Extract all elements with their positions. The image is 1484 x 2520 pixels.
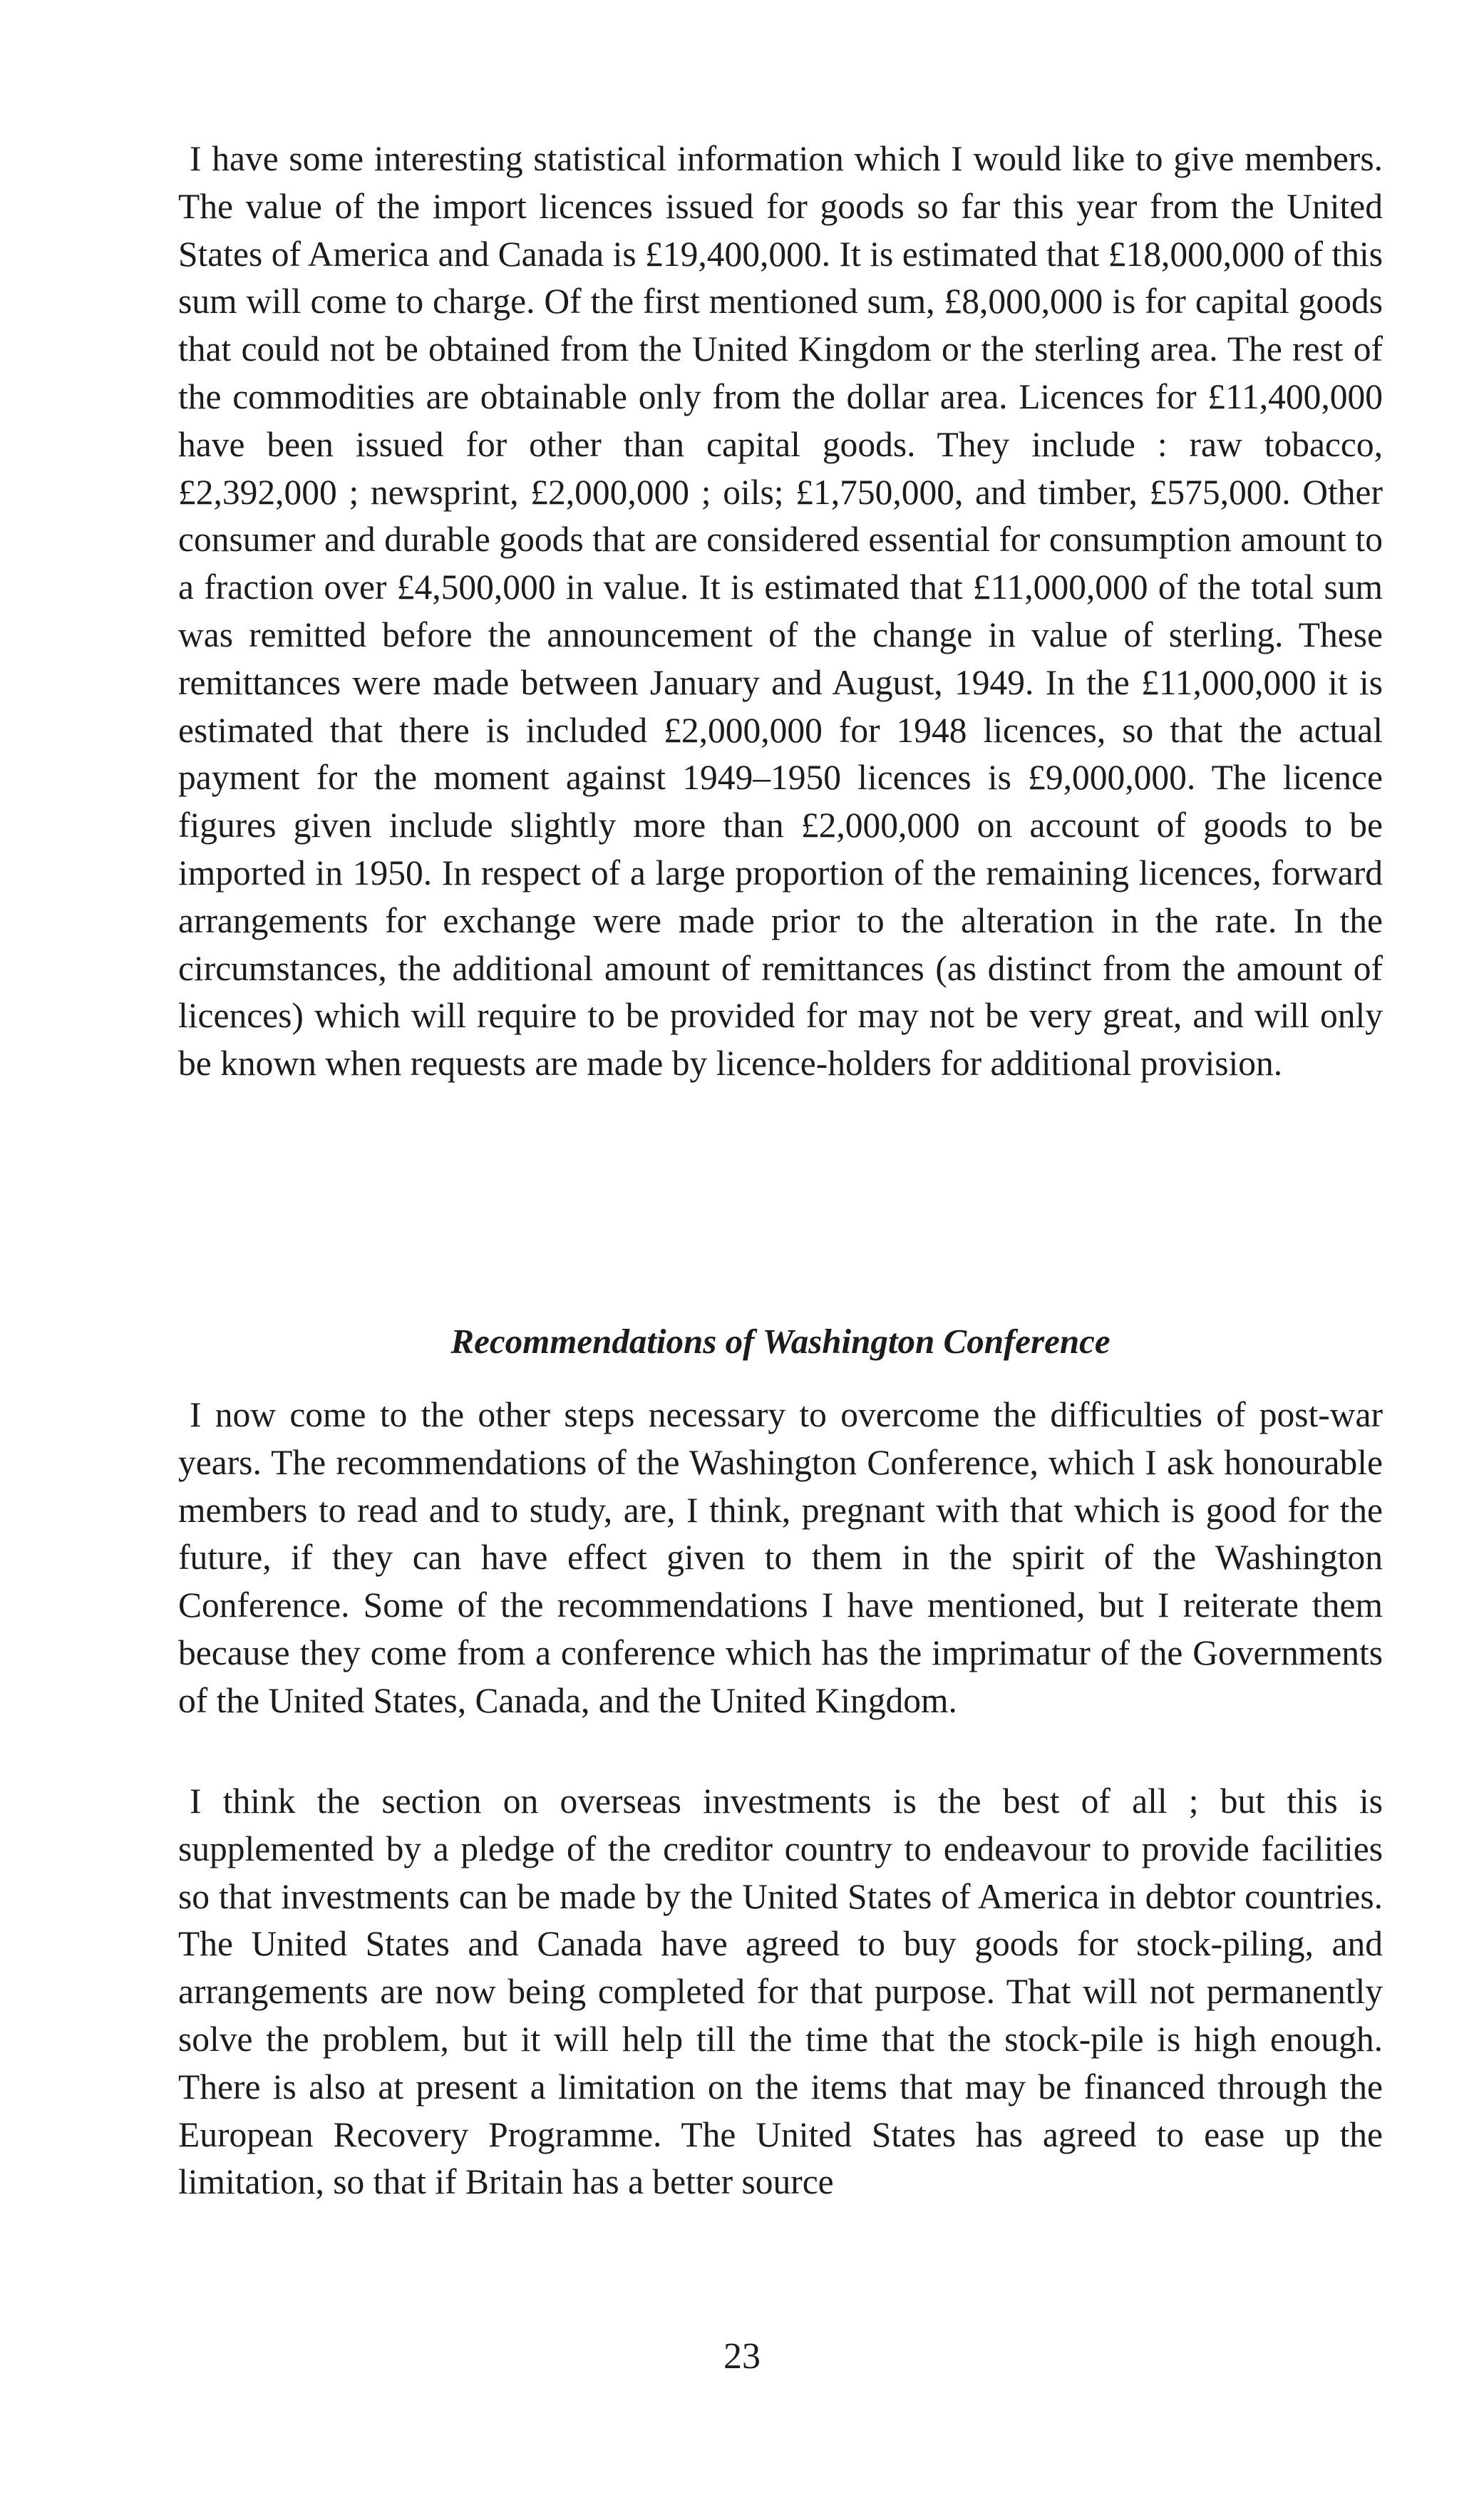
paragraph-text: I now come to the other steps necessary to overcome the difficulties of post-war years. The recommendations of the Washington Conference, which I ask honourable members to read and to study, are, I think, pregnant with that which is good for the future, if they can have effect given to them in the spirit of the Washington Conference. Some of the recommendations I have mentioned, but I reiterate them because they come from a conference which has the imprimatur of the Governments of the United States, Canada, and the United Kingdom. <box>178 1395 1383 1720</box>
paragraph-text: I have some interesting statistical information which I would like to give members. The value of the import licences issued for goods so far this year from the United States of America and Canada is £19,400,000. It is estimated that £18,000,000 of this sum will come to charge. Of the first mentioned sum, £8,000,000 is for capital goods that could not be obtained from the United Kingdom or the sterling area. The rest of the commodities are obtainable only from the dollar area. Licences for £11,400,000 have been issued for other than capital goods. They include : raw tobacco, £2,392,000 ; newsprint, £2,000,000 ; oils; £1,750,000, and timber, £575,000. Other consumer and durable goods that are considered essential for consumption amount to a fraction over £4,500,000 in value. It is estimated that £11,000,000 of the total sum was remitted before the announcement of the change in value of sterling. These remittances were made between January and August, 1949. In the £11,000,000 it is estimated that there is included £2,000,000 for 1948 licences, so that the actual payment for the moment against 1949–1950 licences is £9,000,000. The licence figures given include slightly more than £2,000,000 on account of goods to be imported in 1950. In respect of a large proportion of the remaining licences, forward arrangements for exchange were made prior to the alteration in the rate. In the circumstances, the additional amount of remittances (as distinct from the amount of licences) which will require to be provided for may not be very great, and will only be known when requests are made by licence-holders for additional provision. <box>178 139 1383 1084</box>
section-heading: Recommendations of Washington Conference <box>450 1322 1111 1361</box>
paragraph-import-licences <box>178 135 1383 1088</box>
paragraph-overseas-investments <box>178 1778 1383 2206</box>
paragraph-text: I think the section on overseas investments is the best of all ; but this is supplemented by a pledge of the creditor country to endeavour to provide facilities so that investments can be made by the United States of America in debtor countries. The United States and Canada have agreed to buy goods for stock-piling, and arrangements are now being completed for that purpose. That will not permanently solve the problem, but it will help till the time that the stock-pile is high enough. There is also at present a limitation on the items that may be financed through the European Recovery Programme. The United States has agreed to ease up the limitation, so that if Britain has a better source <box>178 1781 1383 2202</box>
page-number: 23 <box>723 2336 761 2377</box>
paragraph-washington-recommendations <box>178 1392 1383 1725</box>
